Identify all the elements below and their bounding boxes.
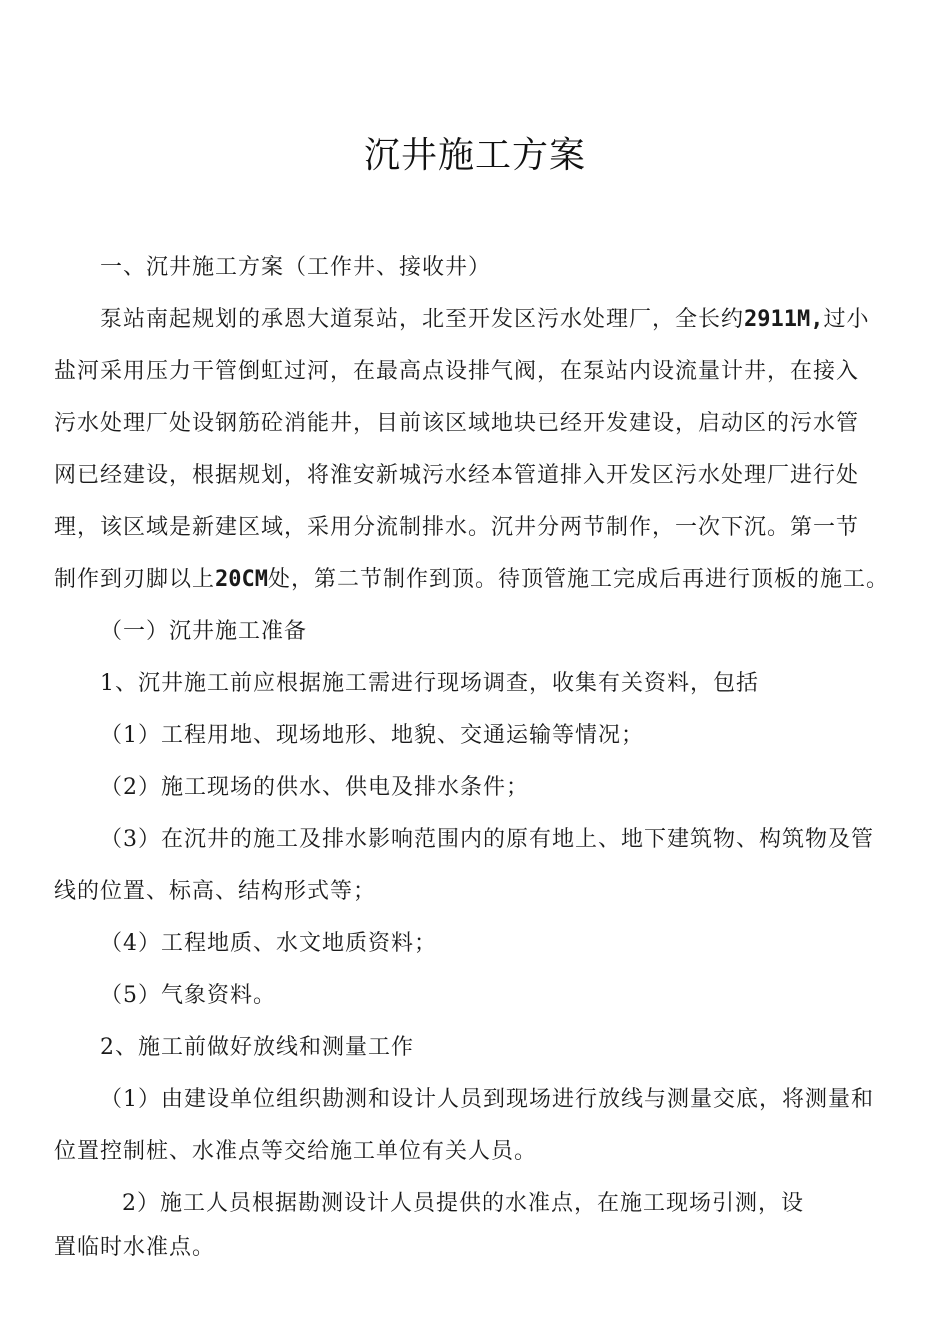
item-2-heading: 2、施工前做好放线和测量工作 bbox=[100, 1035, 414, 1060]
item-1-point-5: （5）气象资料。 bbox=[100, 983, 276, 1008]
length-value: 2911M, bbox=[744, 307, 824, 332]
intro-line-3: 污水处理厂处设钢筋砼消能井，目前该区域地块已经开发建设，启动区的污水管 bbox=[54, 411, 860, 436]
item-2-point-1: （1）由建设单位组织勘测和设计人员到现场进行放线与测量交底，将测量和 bbox=[100, 1087, 874, 1112]
document-title: 沉井施工方案 bbox=[363, 135, 586, 176]
intro-line-1: 泵站南起规划的承恩大道泵站，北至开发区污水处理厂，全长约2911M,过小 bbox=[100, 307, 870, 332]
item-2-point-2: 2）施工人员根据勘测设计人员提供的水准点，在施工现场引测，设 bbox=[122, 1191, 804, 1216]
item-1-point-3: （3）在沉井的施工及排水影响范围内的原有地上、地下建筑物、构筑物及管 bbox=[100, 827, 874, 852]
section-heading-text: 一、沉井施工方案（工作井、接收井） bbox=[100, 255, 492, 280]
height-value: 20CM bbox=[215, 567, 268, 592]
item-2 bbox=[54, 1022, 900, 1274]
item-2-point-2-cont: 置临时水准点。 bbox=[54, 1235, 216, 1260]
item-1 bbox=[54, 658, 900, 1022]
item-1-point-3-cont: 线的位置、标高、结构形式等； bbox=[54, 879, 377, 904]
item-1-point-2: （2）施工现场的供水、供电及排水条件； bbox=[100, 775, 529, 800]
item-1-heading: 1、沉井施工前应根据施工需进行现场调查，收集有关资料，包括 bbox=[100, 671, 759, 696]
item-1-point-1: （1）工程用地、现场地形、地貌、交通运输等情况； bbox=[100, 723, 644, 748]
item-2-point-1-cont: 位置控制桩、水准点等交给施工单位有关人员。 bbox=[54, 1139, 538, 1164]
intro-line-2: 盐河采用压力干管倒虹过河，在最高点设排气阀，在泵站内设流量计井，在接入 bbox=[54, 359, 860, 384]
intro-line-5: 理，该区域是新建区域，采用分流制排水。沉井分两节制作，一次下沉。第一节 bbox=[54, 515, 860, 540]
subsection-heading-text: （一）沉井施工准备 bbox=[100, 619, 308, 644]
intro-line-4: 网已经建设，根据规划，将淮安新城污水经本管道排入开发区污水处理厂进行处 bbox=[54, 463, 860, 488]
intro-line-6: 制作到刃脚以上20CM处，第二节制作到顶。待顶管施工完成后再进行顶板的施工。 bbox=[54, 567, 890, 592]
subsection-heading bbox=[54, 606, 900, 658]
item-1-point-4: （4）工程地质、水文地质资料； bbox=[100, 931, 437, 956]
intro-paragraph bbox=[54, 294, 900, 606]
section-heading bbox=[54, 242, 900, 294]
